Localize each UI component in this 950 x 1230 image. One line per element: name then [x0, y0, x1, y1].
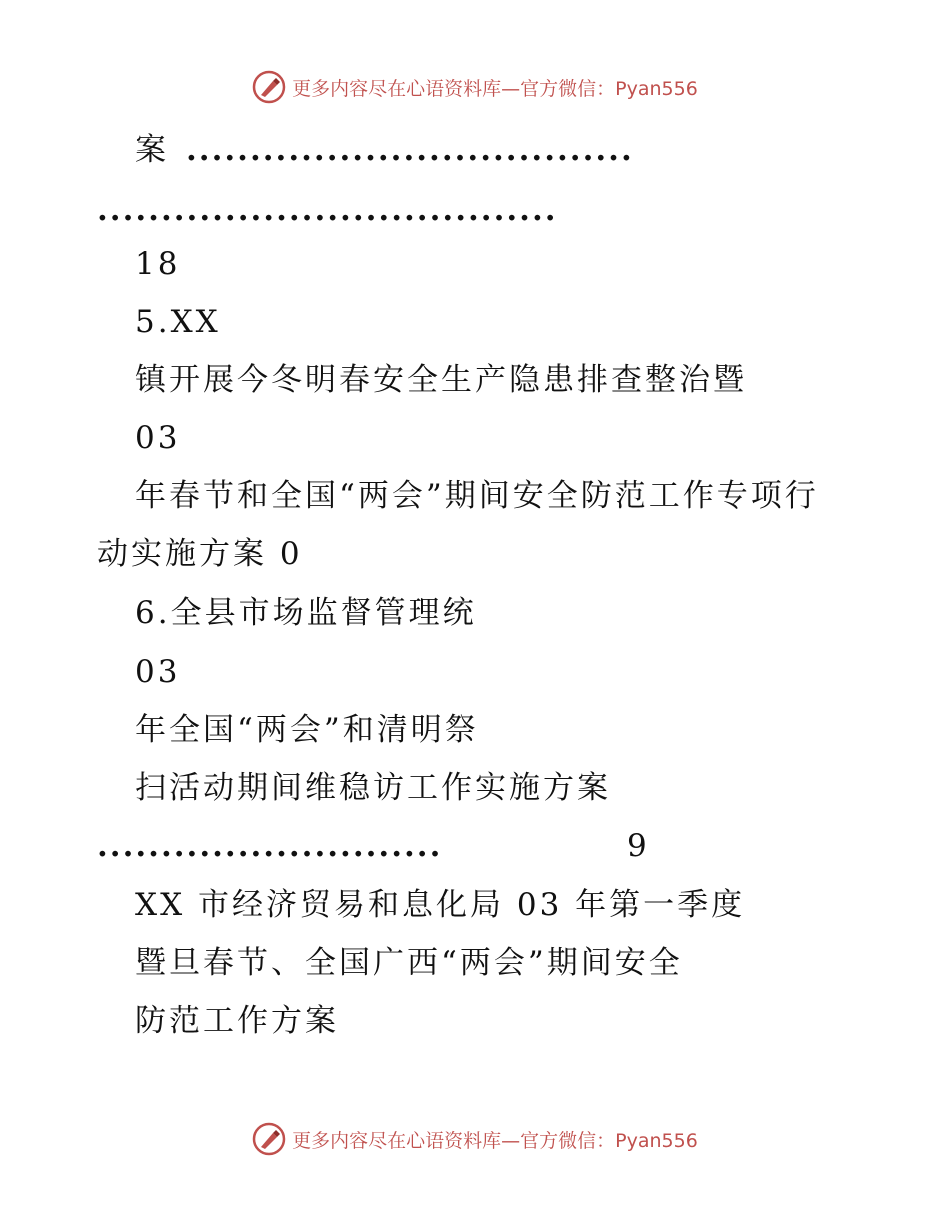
- toc-leader-dots-2: ....................................: [97, 192, 558, 228]
- toc-line-13: 暨旦春节、全国广西“两会”期间安全: [135, 945, 683, 981]
- toc-line-10: 年全国“两会”和清明祭: [135, 712, 479, 748]
- toc-line-8: 6.全县市场监督管理统: [135, 595, 477, 631]
- watermark-text: 更多内容尽在心语资料库—官方微信：Pyan556: [292, 77, 698, 100]
- toc-line-9: 03: [135, 654, 181, 690]
- toc-line-3: 5.XX: [135, 304, 221, 340]
- toc-line-1: 案: [135, 132, 169, 168]
- toc-line-2: 18: [135, 246, 181, 282]
- toc-line-7: 动实施方案 0: [97, 536, 303, 572]
- pen-nib-logo-icon: [252, 70, 286, 104]
- toc-line-12: XX 市经济贸易和息化局 03 年第一季度: [135, 887, 746, 923]
- toc-page-number-9: 9: [627, 828, 650, 864]
- toc-line-14: 防范工作方案: [135, 1003, 339, 1039]
- header-watermark: [0, 70, 950, 104]
- toc-line-5: 03: [135, 420, 181, 456]
- toc-leader-dots-1: ...................................: [186, 132, 634, 168]
- toc-line-6: 年春节和全国“两会”期间安全防范工作专项行: [135, 478, 819, 514]
- toc-leader-dots-3: ...........................: [97, 828, 443, 864]
- pen-nib-logo-icon: [252, 1122, 286, 1156]
- watermark-text: 更多内容尽在心语资料库—官方微信：Pyan556: [292, 1129, 698, 1152]
- footer-watermark: [0, 1122, 950, 1156]
- toc-line-4: 镇开展今冬明春安全生产隐患排查整治暨: [135, 362, 747, 398]
- toc-line-11: 扫活动期间维稳访工作实施方案: [135, 770, 611, 806]
